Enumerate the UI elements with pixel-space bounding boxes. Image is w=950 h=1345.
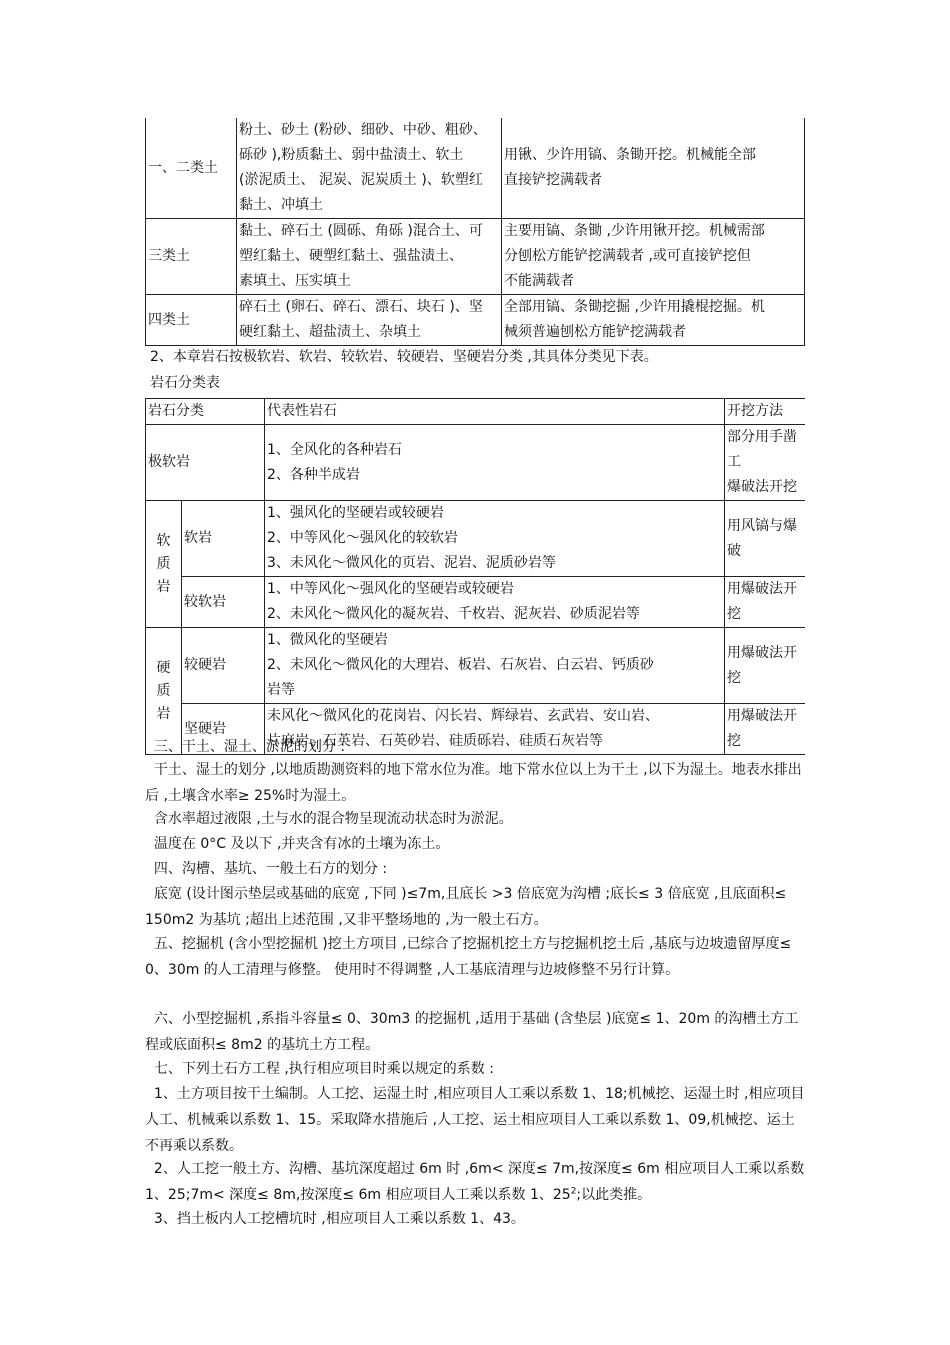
rock-row-soft	[146, 501, 806, 577]
soil-category: 一、二类土	[146, 118, 237, 219]
section-4-heading: 四、沟槽、基坑、一般土石方的划分 :	[153, 861, 388, 877]
rock-class-label: 坚硬岩	[182, 704, 265, 755]
soil-representative: 粉土、砂土 (粉砂、细砂、中砂、粗砂、 砾砂 ),粉质黏土、弱中盐渍土、软土 (淤泥质土、 泥炭、泥炭质土 )、软塑红 黏土、冲填土	[237, 118, 502, 219]
rock-row-less-hard	[146, 628, 806, 704]
soil-representative: 黏土、碎石土 (圆砾、角砾 )混合土、可 塑红黏土、硬塑红黏土、强盐渍土、 素填土、压实填土	[237, 219, 502, 295]
rock-method: 用爆破法开挖	[725, 704, 806, 755]
rock-examples: 1、中等风化～强风化的坚硬岩或较硬岩 2、未风化～微风化的凝灰岩、千枚岩、泥灰岩、砂质泥岩等	[265, 577, 725, 628]
rock-method: 用爆破法开挖	[725, 628, 806, 704]
rock-table-title: 岩石分类表	[150, 375, 220, 391]
soil-representative: 碎石土 (卵石、碎石、漂石、块石 )、坚 硬红黏土、超盐渍土、杂填土	[237, 295, 502, 346]
soil-row-3	[146, 219, 805, 295]
section-4-para-1: 底宽 (设计图示垫层或基础的底宽 ,下同 )≤7m,且底长 >3 倍底宽为沟槽 ;底长≤ 3 倍底宽 ,且底面积≤ 150m2 为基坑 ;超出上述范围 ,又非平整场地的 ,为一般土石方。	[145, 886, 787, 928]
rock-method: 部分用手凿工 爆破法开挖	[725, 425, 806, 501]
rock-class-label: 较软岩	[182, 577, 265, 628]
header-rock-class: 岩石分类	[146, 399, 265, 425]
soft-group-label: 软 质 岩	[146, 501, 182, 628]
section-5-para: 五、挖掘机 (含小型挖掘机 )挖土方项目 ,已综合了挖掘机挖土方与挖掘机挖土后 ,基底与边坡遗留厚度≤ 0、30m 的人工清理与修整。 使用时不得调整 ,人工基底清理与边坡修整不另行计算。	[145, 936, 792, 978]
rock-header-row	[146, 399, 806, 425]
section-3-para-2: 含水率超过液限 ,土与水的混合物呈现流动状态时为淤泥。	[153, 811, 513, 827]
rock-classification-table	[145, 398, 805, 755]
hard-group-label: 硬 质 岩	[146, 628, 182, 755]
soil-row-1-2	[146, 118, 805, 219]
section-3-para-3: 温度在 0°C 及以下 ,并夹含有冰的土壤为冻土。	[153, 836, 450, 852]
rock-method: 用风镐与爆破	[725, 501, 806, 577]
rock-method: 用爆破法开挖	[725, 577, 806, 628]
soil-method: 全部用镐、条锄挖掘 ,少许用撬棍挖掘。机 械须普遍刨松方能铲挖满载者	[502, 295, 805, 346]
rock-class-label: 软岩	[182, 501, 265, 577]
soil-method: 主要用镐、条锄 ,少许用锹开挖。机械需部 分刨松方能铲挖满载者 ,或可直接铲挖但 不能满载者	[502, 219, 805, 295]
rock-examples: 未风化～微风化的花岗岩、闪长岩、辉绿岩、玄武岩、安山岩、 片麻岩、石英岩、石英砂岩、硅质砾岩、硅质石灰岩等	[265, 704, 725, 755]
section-3-para-1: 干土、湿土的划分 ,以地质勘测资料的地下常水位为准。地下常水位以上为干土 ,以下为湿土。地表水排出后 ,土壤含水率≥ 25%时为湿土。	[145, 762, 802, 804]
header-method: 开挖方法	[725, 399, 806, 425]
rock-intro-text: 2、本章岩石按极软岩、软岩、较软岩、较硬岩、坚硬岩分类 ,其具体分类见下表。	[150, 349, 658, 365]
soil-category: 四类土	[146, 295, 237, 346]
rock-class-label: 极软岩	[146, 425, 265, 501]
rock-examples: 1、微风化的坚硬岩 2、未风化～微风化的大理岩、板岩、石灰岩、白云岩、钙质砂 岩等	[265, 628, 725, 704]
rock-examples: 1、全风化的各种岩石 2、各种半成岩	[265, 425, 725, 501]
superscript: 2	[570, 1186, 577, 1197]
rock-row-less-soft	[146, 577, 806, 628]
rock-examples: 1、强风化的坚硬岩或较硬岩 2、中等风化～强风化的较软岩 3、未风化～微风化的页岩、泥岩、泥质砂岩等	[265, 501, 725, 577]
section-7-item-3: 3、挡土板内人工挖槽坑时 ,相应项目人工乘以系数 1、43。	[153, 1211, 525, 1227]
section-7-heading: 七、下列土石方工程 ,执行相应项目时乘以规定的系数 :	[153, 1061, 494, 1077]
section-7-item-1: 1、土方项目按干土编制。人工挖、运湿土时 ,相应项目人工乘以系数 1、18;机械挖、运湿土时 ,相应项目人工、机械乘以系数 1、15。采取降水措施后 ,人工挖、运土相应项目人工乘以系数 1、09,机械挖、运土不再乘以系数。	[145, 1086, 805, 1154]
section-7-item-2: 2、人工挖一般土方、沟槽、基坑深度超过 6m 时 ,6m< 深度≤ 7m,按深度≤ 6m 相应项目人工乘以系数 1、25;7m< 深度≤ 8m,按深度≤ 6m 相应项目人工乘以系数 1、$25^2$;以此类推。	[145, 1161, 805, 1203]
rock-class-label: 较硬岩	[182, 628, 265, 704]
section-3-heading: 三、干土、湿土、淤泥的划分 :	[153, 739, 346, 755]
section-6-para: 六、小型挖掘机 ,系指斗容量≤ 0、30m3 的挖掘机 ,适用于基础 (含垫层 )底宽≤ 1、20m 的沟槽土方工程或底面积≤ 8m2 的基坑土方工程。	[145, 1011, 799, 1053]
header-representative: 代表性岩石	[265, 399, 725, 425]
soil-method: 用锹、少许用镐、条锄开挖。机械能全部 直接铲挖满载者	[502, 118, 805, 219]
rock-row-very-soft	[146, 425, 806, 501]
soil-category: 三类土	[146, 219, 237, 295]
soil-classification-table	[145, 118, 805, 346]
soil-row-4	[146, 295, 805, 346]
